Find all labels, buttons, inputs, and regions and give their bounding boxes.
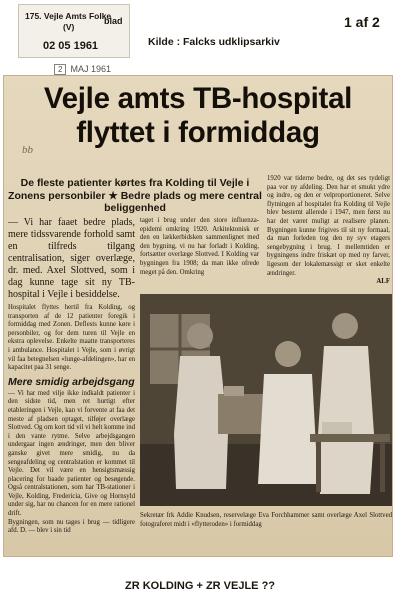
archive-label-blad: blad	[104, 16, 123, 26]
article-paragraph: 1920 var tiderne bedre, og det ses tydeligt paa vor ny afdeling. Den har et smukt ydre og indre, og den er velproportioneret. Selve flytningen af hospitalet fra Kolding til Vejle blev bestemt allerede i 1947, men først nu har det været muligt at realisere planen. Bygningen kunne frigives til sit ny formaal, da man forleden tog den ny syv etagers sengebygning i brug. I mellemtiden er bygningens indre friskæt op med ny farver, ligesom der lokalemæssigt er sket enkelte ændringer.	[267, 175, 390, 277]
article-lead: — Vi har faaet bedre plads, mere tidssvarende forhold samt en tilfreds tilgang centralisation, siger overlæge, dr. med. Axel Slottved, som i dag kunne tage sit ny TB-hospital i Vejle i besiddelse.	[8, 217, 135, 300]
article-paragraph: Bygningen, som nu tages i brug — tidligere afd. D. — blev i sin tid	[8, 518, 135, 535]
article-paragraph: — Vi har med vilje ikke indkaldt patienter i den sidste tid, men ret hurtigt efter etableringen i Vejle, kan vi forvente at faa det meste af pladsen optaget, tilføjer overlæge Slottved. Og om kort tid vil vi helt komme ind i den vante rytme. Selve arbejdsgangen undergaar ingen ændringer, men den bliver ganske givet mere smidig, nu da sengeafdeling og centralstation er kommet til Vejle. Det vil være en hensigtsmæssig placering for baade patienter og besøgende. Også centralstationen, som har TB-stationer i Vejle, Kolding, Fredericia, Give og Hornsyld under sig, har nu chancen for en mere rationel drift.	[8, 389, 135, 518]
footer-note: ZR KOLDING + ZR VEJLE ??	[124, 580, 276, 592]
article-subheadline: De fleste patienter kørtes fra Kolding til Vejle i Zonens personbiler ★ Bedre plads og mere central beliggenhed	[8, 177, 262, 214]
section-heading: Mere smidig arbejdsgang	[8, 375, 135, 388]
article-column-1	[8, 217, 135, 536]
source-credit: Kilde : Falcks udklipsarkiv	[148, 36, 280, 48]
archive-label-date: 02 05 1961	[43, 40, 99, 52]
archive-label-source: 175. Vejle Amts Folke	[25, 11, 112, 21]
article-photo	[140, 294, 392, 506]
handwritten-mark: bb	[22, 144, 33, 156]
article-paragraph: Hospitalet flyttes hertil fra Kolding, og transporten af de 12 patienter foregik i formiddag med Zonen. Deflests kunne køre i personbiler, og for dem turen til Vejle en ekstra oplevelse. Enkelte maatte transporteres i ambulance. Hospitalet i Vejle, som i øvrigt vil faa betegnelsen «lunge-afdelingen», har en kapacitet paa 31 senge.	[8, 304, 135, 372]
newspaper-clipping	[3, 75, 393, 557]
article-column-3	[267, 175, 390, 285]
photo-caption: Sekretær frk Addie Knudsen, reservelæge Eva Forchhammer samt overlæge Axel Slottved fotograferet midt i «flytteroden» i formiddag	[140, 512, 392, 528]
date-stamp-number: 2	[54, 64, 66, 75]
archive-label-edition: (V)	[63, 22, 75, 32]
date-stamp-text: MAJ 1961	[70, 64, 111, 74]
article-byline: ALF	[376, 278, 390, 286]
article-column-2	[140, 217, 259, 277]
article-paragraph: taget i brug under den store influenza-epidemi omkring 1920. Arkitektonisk er den en lækkerbidsken sammenlignet med den bygning, vi nu har forladt i Kolding, fortsætter overlæge Slottved. I Kolding var bygningen fra 1908; da man ikke ofrede meget på den. Omkring	[140, 217, 259, 276]
article-headline: Vejle amts TB-hospital flyttet i formiddag	[43, 82, 353, 149]
photo-illustration	[140, 294, 392, 506]
date-stamp	[54, 64, 111, 75]
page-number: 1 af 2	[344, 14, 380, 30]
archive-label	[18, 4, 130, 58]
